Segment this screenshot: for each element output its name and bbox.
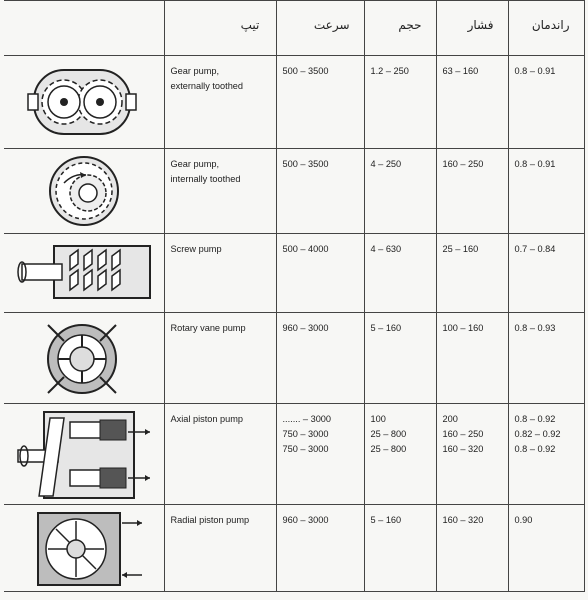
header-speed: سرعت <box>276 1 364 56</box>
pressure-cell <box>436 149 508 234</box>
speed-value: ....... – 3000 <box>282 414 332 424</box>
pressure-cell <box>436 404 508 505</box>
efficiency-value: 0.8 – 0.91 <box>514 159 556 169</box>
volume-value: 1.2 – 250 <box>370 66 409 76</box>
pump-name-line: Gear pump, <box>170 159 220 169</box>
pressure-value: 160 – 250 <box>442 429 484 439</box>
speed-cell <box>276 149 364 234</box>
efficiency-cell <box>508 56 584 149</box>
speed-value: 960 – 3000 <box>282 515 329 525</box>
volume-value: 4 – 250 <box>370 159 402 169</box>
speed-value: 500 – 4000 <box>282 244 329 254</box>
pressure-value: 160 – 320 <box>442 444 484 454</box>
screw-pump-icon <box>4 234 164 313</box>
speed-value: 750 – 3000 <box>282 444 329 454</box>
efficiency-value: 0.8 – 0.93 <box>514 323 556 333</box>
efficiency-cell <box>508 149 584 234</box>
efficiency-cell <box>508 404 584 505</box>
speed-cell <box>276 56 364 149</box>
efficiency-value: 0.8 – 0.92 <box>514 414 556 424</box>
header-icon-column <box>4 1 164 56</box>
pump-name-cell <box>164 505 276 592</box>
pressure-cell <box>436 56 508 149</box>
pump-name-cell <box>164 149 276 234</box>
volume-cell <box>364 313 436 404</box>
header-volume: حجم <box>364 1 436 56</box>
speed-value: 500 – 3500 <box>282 159 329 169</box>
pump-name-line: internally toothed <box>170 174 241 184</box>
external-gear-pump-icon <box>4 56 164 149</box>
pump-name-line: Gear pump, <box>170 66 220 76</box>
efficiency-value: 0.90 <box>514 515 533 525</box>
pump-name-line: externally toothed <box>170 81 244 91</box>
volume-value: 5 – 160 <box>370 323 402 333</box>
pressure-value: 200 <box>442 414 458 424</box>
volume-cell <box>364 149 436 234</box>
pressure-cell <box>436 505 508 592</box>
rotary-vane-pump-icon <box>4 313 164 404</box>
pressure-value: 100 – 160 <box>442 323 484 333</box>
pressure-cell <box>436 234 508 313</box>
speed-cell <box>276 313 364 404</box>
pump-name-line: Screw pump <box>170 244 222 254</box>
pump-name-line: Rotary vane pump <box>170 323 246 333</box>
speed-cell <box>276 505 364 592</box>
pressure-value: 25 – 160 <box>442 244 479 254</box>
volume-value: 4 – 630 <box>370 244 402 254</box>
volume-cell <box>364 56 436 149</box>
radial-piston-pump-icon <box>4 505 164 592</box>
volume-cell <box>364 505 436 592</box>
header-row <box>4 1 584 56</box>
pump-name-cell <box>164 234 276 313</box>
header-pressure: فشار <box>436 1 508 56</box>
pressure-value: 160 – 320 <box>442 515 484 525</box>
efficiency-value: 0.8 – 0.92 <box>514 444 556 454</box>
pressure-cell <box>436 313 508 404</box>
axial-piston-pump-icon <box>4 404 164 505</box>
pressure-value: 160 – 250 <box>442 159 484 169</box>
volume-value: 25 – 800 <box>370 429 407 439</box>
header-type: تیپ <box>164 1 276 56</box>
pump-name-cell <box>164 56 276 149</box>
efficiency-cell <box>508 313 584 404</box>
header-efficiency: راندمان <box>508 1 584 56</box>
volume-value: 25 – 800 <box>370 444 407 454</box>
table-row <box>4 505 584 592</box>
speed-value: 500 – 3500 <box>282 66 329 76</box>
table-row <box>4 404 584 505</box>
speed-value: 750 – 3000 <box>282 429 329 439</box>
efficiency-cell <box>508 505 584 592</box>
speed-cell <box>276 404 364 505</box>
table-row <box>4 149 584 234</box>
efficiency-cell <box>508 234 584 313</box>
internal-gear-pump-icon <box>4 149 164 234</box>
pump-name-line: Axial piston pump <box>170 414 244 424</box>
speed-cell <box>276 234 364 313</box>
efficiency-value: 0.8 – 0.91 <box>514 66 556 76</box>
table-row <box>4 313 584 404</box>
volume-value: 5 – 160 <box>370 515 402 525</box>
volume-value: 100 <box>370 414 386 424</box>
table-row <box>4 56 584 149</box>
volume-cell <box>364 404 436 505</box>
pump-table <box>4 0 585 592</box>
efficiency-value: 0.82 – 0.92 <box>514 429 561 439</box>
pressure-value: 63 – 160 <box>442 66 479 76</box>
pump-name-cell <box>164 404 276 505</box>
volume-cell <box>364 234 436 313</box>
table-row <box>4 234 584 313</box>
efficiency-value: 0.7 – 0.84 <box>514 244 556 254</box>
speed-value: 960 – 3000 <box>282 323 329 333</box>
pump-name-line: Radial piston pump <box>170 515 250 525</box>
pump-name-cell <box>164 313 276 404</box>
